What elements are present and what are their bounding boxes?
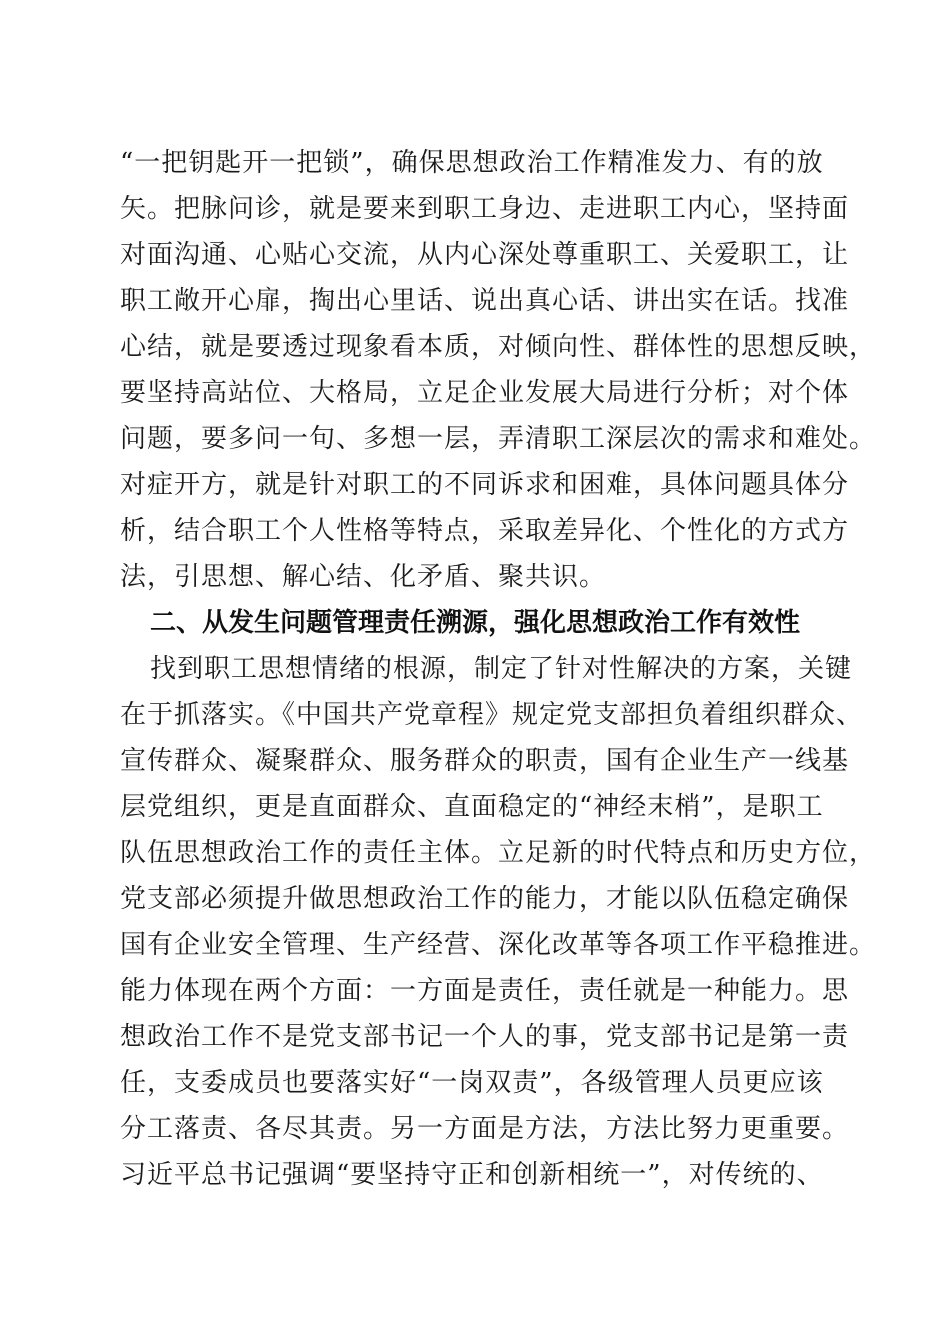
paragraph1-line: 职工敞开心扉，掏出心里话、说出真心话、讲出实在话。找准	[120, 286, 850, 316]
paragraph1-line: “一把钥匙开一把锁”，确保思想政治工作精准发力、有的放	[120, 148, 824, 178]
paragraph2-line: 想政治工作不是党支部书记一个人的事，党支部书记是第一责	[120, 1022, 850, 1052]
paragraph2-line: 任，支委成员也要落实好“一岗双责”，各级管理人员更应该	[120, 1068, 824, 1098]
paragraph1-line: 析，结合职工个人性格等特点，采取差异化、个性化的方式方	[120, 516, 850, 546]
paragraph2-line: 宣传群众、凝聚群众、服务群众的职责，国有企业生产一线基	[120, 746, 850, 776]
paragraph2-line: 分工落责、各尽其责。另一方面是方法，方法比努力更重要。	[120, 1114, 850, 1144]
paragraph2-line: 能力体现在两个方面：一方面是责任，责任就是一种能力。思	[120, 976, 850, 1006]
paragraph2-line: 层党组织，更是直面群众、直面稳定的“神经末梢”，是职工	[120, 792, 824, 822]
paragraph2-line: 习近平总书记强调“要坚持守正和创新相统一”，对传统的、	[120, 1160, 824, 1190]
paragraph2-line: 在于抓落实。《中国共产党章程》规定党支部担负着组织群众、	[120, 700, 864, 730]
paragraph1-line: 心结，就是要透过现象看本质，对倾向性、群体性的思想反映，	[120, 332, 877, 362]
paragraph2-line: 找到职工思想情绪的根源，制定了针对性解决的方案，关键	[150, 654, 853, 684]
paragraph1-line: 法，引思想、解心结、化矛盾、聚共识。	[120, 562, 607, 592]
paragraph2-line: 队伍思想政治工作的责任主体。立足新的时代特点和历史方位，	[120, 838, 877, 868]
paragraph2-line: 国有企业安全管理、生产经营、深化改革等各项工作平稳推进。	[120, 930, 877, 960]
paragraph1-line: 对症开方，就是针对职工的不同诉求和困难，具体问题具体分	[120, 470, 850, 500]
paragraph1-line: 要坚持高站位、大格局，立足企业发展大局进行分析；对个体	[120, 378, 850, 408]
paragraph1-line: 矢。把脉问诊，就是要来到职工身边、走进职工内心，坚持面	[120, 194, 850, 224]
paragraph1-line: 问题，要多问一句、多想一层，弄清职工深层次的需求和难处。	[120, 424, 877, 454]
section-heading: 二、从发生问题管理责任溯源，强化思想政治工作有效性	[150, 608, 801, 638]
paragraph1-line: 对面沟通、心贴心交流，从内心深处尊重职工、关爱职工，让	[120, 240, 850, 270]
paragraph2-line: 党支部必须提升做思想政治工作的能力，才能以队伍稳定确保	[120, 884, 850, 914]
